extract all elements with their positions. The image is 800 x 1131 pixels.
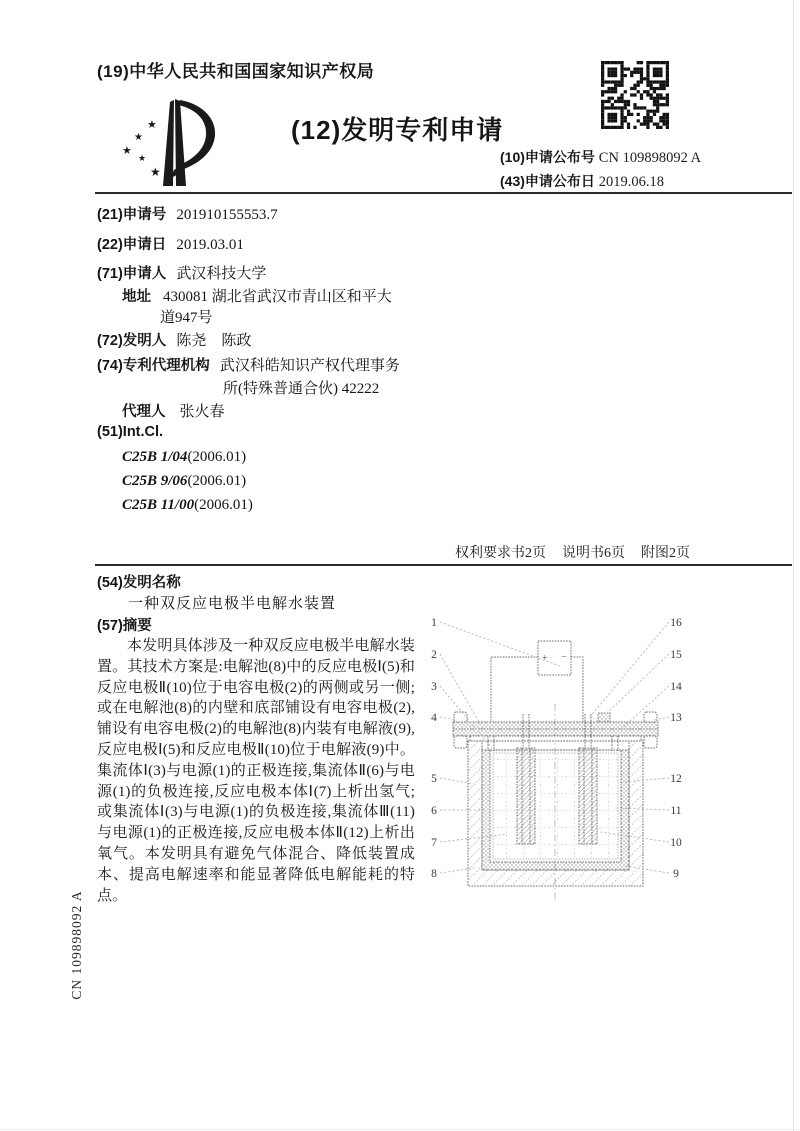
invention-title: 一种双反应电极半电解水装置 (128, 596, 337, 612)
application-date-value: 2019.03.01 (176, 237, 244, 253)
agent-value: 张火春 (179, 404, 225, 420)
ref-4: 4 (431, 712, 437, 724)
application-number-value: 201910155553.7 (176, 207, 278, 223)
intcl-entry-3 (122, 497, 253, 514)
intcl-row (97, 424, 163, 440)
ref-13: 13 (670, 712, 682, 724)
reaction-electrode-right (579, 748, 597, 844)
address-row-2 (160, 306, 213, 327)
publication-number-row (500, 147, 701, 167)
wire-left (491, 657, 538, 722)
body-divider (95, 564, 792, 566)
side-publication-code: CN 109898092 A (69, 890, 84, 1000)
agency-row (97, 354, 400, 375)
document-type-title: (12)发明专利申请 (291, 115, 504, 145)
intcl-code-1: C25B 1/04 (122, 449, 188, 465)
publication-date-value: 2019.06.18 (598, 174, 665, 190)
claims-pages: 权利要求书2页 (455, 546, 546, 561)
intcl-code-2: C25B 9/06 (122, 473, 188, 489)
inventor-row (97, 329, 251, 350)
ref-1: 1 (431, 617, 437, 629)
address-label: 地址 (122, 289, 151, 305)
logo-left-prong (163, 100, 174, 186)
inventor-label: (72)发明人 (97, 333, 167, 349)
patent-figure (413, 598, 713, 913)
agency-line1: 武汉科皓知识产权代理事务 (219, 358, 400, 374)
application-number-row (97, 203, 278, 224)
wire-right (571, 657, 583, 722)
svg-text:★: ★ (134, 132, 143, 143)
ref-9: 9 (673, 868, 679, 880)
agent-row (122, 400, 225, 421)
electrolyte (493, 753, 618, 859)
intcl-ver-1: (2006.01) (187, 449, 247, 465)
authority-name: (19)中华人民共和国国家知识产权局 (97, 62, 375, 81)
application-date-row (97, 233, 244, 254)
agency-row-2 (223, 377, 379, 398)
svg-text:★: ★ (122, 145, 132, 157)
applicant-row (97, 262, 266, 283)
sipo-logo (114, 88, 232, 197)
ref-5: 5 (431, 773, 437, 785)
publication-date-label: (43)申请公布日 (500, 173, 595, 189)
ref-3: 3 (431, 681, 437, 693)
svg-text:★: ★ (138, 153, 147, 163)
inventor-value: 陈尧 陈政 (176, 333, 252, 349)
ref-7: 7 (431, 837, 437, 849)
svg-text:★: ★ (150, 165, 161, 179)
publication-date-row (500, 171, 664, 191)
intcl-ver-3: (2006.01) (194, 497, 253, 513)
ref-2: 2 (431, 649, 437, 661)
ref-11: 11 (670, 805, 682, 817)
ref-16: 16 (670, 617, 682, 629)
publication-number-value: CN 109898092 A (598, 150, 702, 166)
scan-edge-right (793, 0, 794, 1131)
agency-label: (74)专利代理机构 (97, 358, 210, 374)
abstract-label: (57)摘要 (97, 618, 152, 634)
ref-12: 12 (670, 773, 682, 785)
ref-8: 8 (431, 868, 437, 880)
power-plus-mark: + (542, 653, 548, 664)
intcl-label: (51)Int.Cl. (97, 424, 164, 440)
invention-title-label: (54)发明名称 (97, 575, 181, 591)
bolt-right-nut (644, 736, 657, 748)
bolt-right-head (644, 712, 657, 722)
applicant-value: 武汉科技大学 (176, 266, 267, 282)
figure-drawing (413, 598, 713, 908)
ref-10: 10 (670, 837, 682, 849)
address-row (122, 285, 392, 306)
power-minus-mark: − (561, 652, 567, 663)
ref-6: 6 (431, 805, 437, 817)
bolt-left-head (454, 712, 467, 722)
agency-line2: 所(特殊普通合伙) 42222 (223, 381, 380, 397)
lid-fitting (598, 713, 610, 722)
ref-14: 14 (670, 681, 682, 693)
lid-underplate (470, 736, 641, 741)
intcl-entry-2 (122, 473, 246, 490)
svg-text:★: ★ (147, 119, 157, 131)
logo-stars (122, 119, 161, 179)
header-divider (95, 192, 792, 194)
application-number-label: (21)申请号 (97, 207, 167, 223)
intcl-ver-2: (2006.01) (187, 473, 247, 489)
address-line1: 430081 湖北省武汉市青山区和平大 (163, 289, 392, 305)
abstract-text: 本发明具体涉及一种双反应电极半电解水装置。其技术方案是:电解池(8)中的反应电极Ⅰ(5)和反应电极Ⅱ(10)位于电容电极(2)的两侧或另一侧;或在电解池(8)的内壁和底部铺设有电容电极(2),铺设有电容电极(2)的电解池(8)内装有电解液(9),反应电极Ⅰ(5)和反应电极Ⅱ(10)位于电解液(9)中。集流体Ⅰ(3)与电源(1)的正极连接,集流体Ⅱ(6)与电源(1)的负极连接,反应电极本体Ⅰ(7)上析出氢气;或集流体Ⅰ(3)与电源(1)的负极连接,集流体Ⅲ(11)与电源(1)的正极连接,反应电极本体Ⅱ(12)上析出氧气。本发明具有避免气体混合、降低装置成本、提高电解速率和能显著降低电解能耗的特点。 (97, 638, 415, 904)
bolt-left-nut (454, 736, 467, 748)
sipo-logo-graphic (114, 88, 232, 192)
ref-15: 15 (670, 649, 682, 661)
intcl-code-3: C25B 11/00 (122, 497, 195, 513)
publication-number-label: (10)申请公布号 (500, 149, 595, 165)
agent-label: 代理人 (122, 404, 166, 420)
description-pages: 说明书6页 (562, 546, 625, 561)
applicant-label: (71)申请人 (97, 266, 167, 282)
drawings-pages: 附图2页 (641, 546, 690, 561)
reaction-electrode-left (517, 748, 535, 844)
qr-code (601, 61, 669, 134)
application-date-label: (22)申请日 (97, 237, 167, 253)
scan-edge-bottom (0, 1129, 800, 1130)
pages-info (455, 542, 690, 562)
address-line2: 道947号 (160, 310, 213, 326)
intcl-entry-1 (122, 449, 246, 466)
